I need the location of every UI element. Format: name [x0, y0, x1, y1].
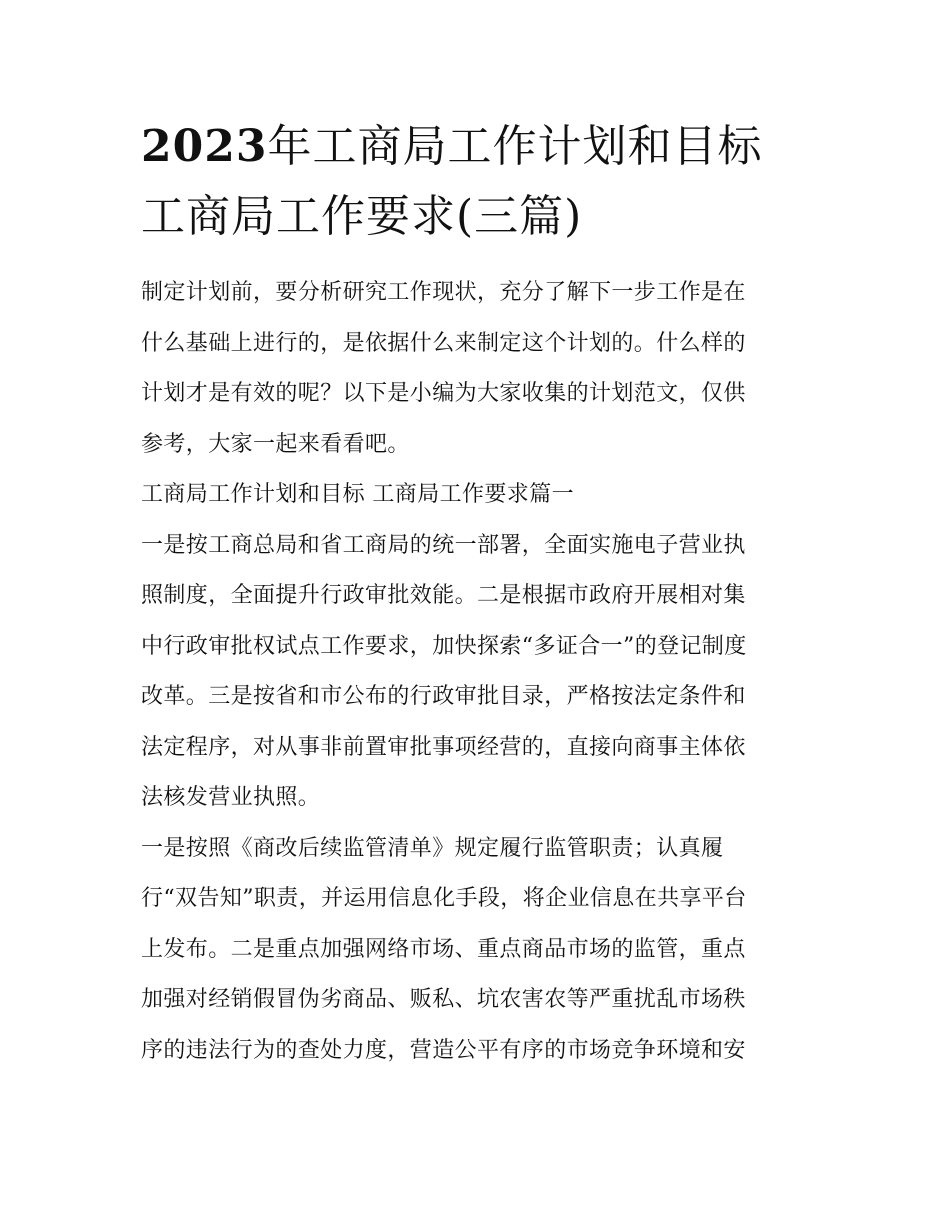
section-heading: [141, 470, 811, 521]
title-line-1-text: 年工商局工作计划和目标: [267, 121, 763, 172]
document-page: [141, 112, 811, 1076]
body-paragraph-1: [141, 521, 811, 824]
text-line: 上发布。二是重点加强网络市场、重点商品市场的监管，重点: [141, 936, 746, 962]
document-title: [141, 112, 811, 252]
text-line: 法核发营业执照。: [141, 785, 321, 810]
text-line: 中行政审批权试点工作要求，加快探索“多证合一”的登记制度: [141, 633, 747, 659]
section-heading-text: 工商局工作计划和目标 工商局工作要求篇一: [141, 482, 574, 507]
title-year: 2023: [141, 121, 268, 172]
text-line: 参考，大家一起来看看吧。: [141, 431, 410, 457]
title-line-2: 工商局工作要求(三篇): [141, 191, 583, 242]
document-body: [141, 268, 811, 1076]
text-line: 照制度，全面提升行政审批效能。二是根据市政府开展相对集: [141, 583, 746, 608]
intro-paragraph: [141, 268, 811, 470]
text-line: 制定计划前，要分析研究工作现状，充分了解下一步工作是在: [141, 280, 746, 305]
text-line: 什么基础上进行的，是依据什么来制定这个计划的。什么样的: [141, 330, 746, 356]
text-line: 加强对经销假冒伪劣商品、贩私、坑农害农等严重扰乱市场秩: [141, 987, 746, 1012]
text-line: 序的违法行为的查处力度，营造公平有序的市场竞争环境和安: [141, 1037, 746, 1063]
text-line: 法定程序，对从事非前置审批事项经营的，直接向商事主体依: [141, 734, 746, 760]
text-line: 行“双告知”职责，并运用信息化手段，将企业信息在共享平台: [141, 886, 747, 911]
title-line-1: [141, 112, 811, 182]
body-paragraph-2: [141, 824, 811, 1077]
text-line: 一是按工商总局和省工商局的统一部署，全面实施电子营业执: [141, 532, 746, 558]
text-line: 计划才是有效的呢？以下是小编为大家收集的计划范文，仅供: [141, 381, 746, 406]
text-line: 改革。三是按省和市公布的行政审批目录，严格按法定条件和: [141, 684, 746, 709]
text-line: 一是按照《商改后续监管清单》规定履行监管职责；认真履: [141, 835, 724, 861]
